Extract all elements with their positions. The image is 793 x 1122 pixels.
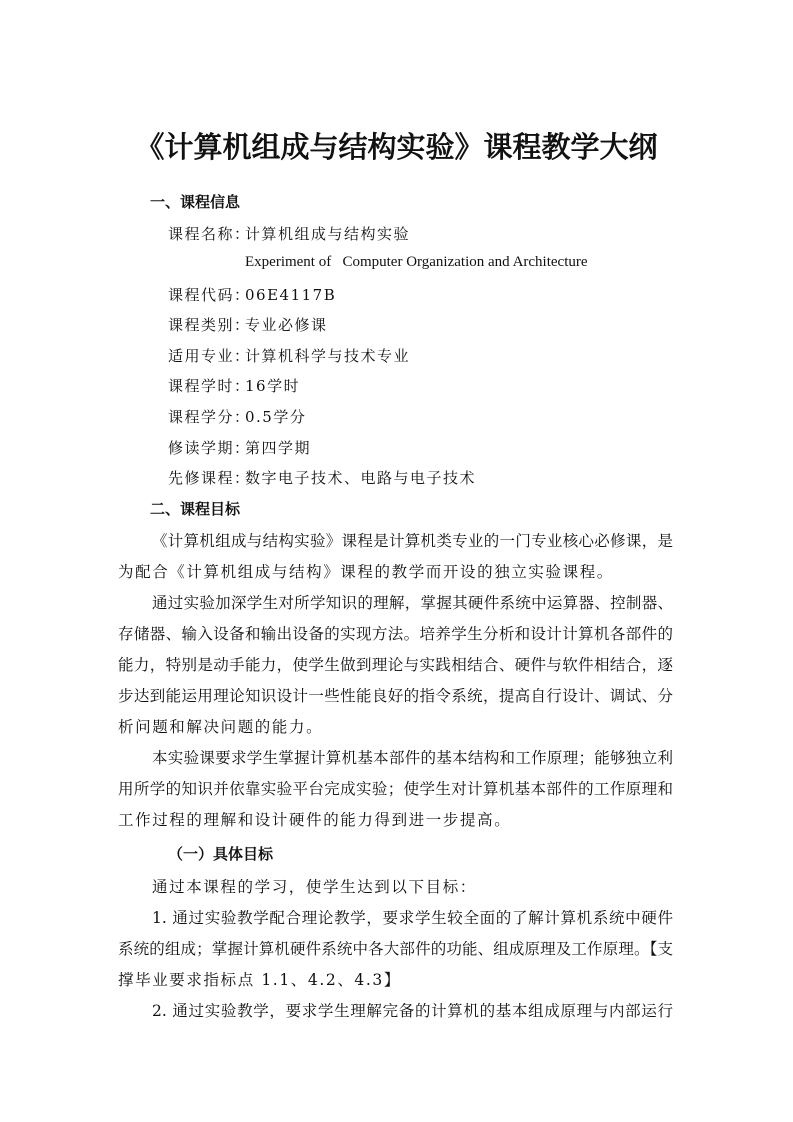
info-value: 0.5学分 (245, 408, 307, 426)
paragraph-line: 本实验课要求学生掌握计算机基本部件的基本结构和工作原理；能够独立利 (152, 749, 673, 767)
section-heading-course-objectives: 二、课程目标 (150, 500, 241, 518)
info-label: 课程学时： (168, 377, 251, 395)
info-value: 计算机科学与技术专业 (245, 347, 411, 365)
info-row-credits (168, 406, 306, 427)
info-row-major (168, 345, 410, 366)
info-label: 先修课程： (168, 469, 251, 487)
info-label: 课程类别： (168, 316, 251, 334)
info-row-course-code (168, 284, 336, 305)
info-row-course-category (168, 314, 328, 335)
paragraph-line: 撑毕业要求指标点 1.1、4.2、4.3】 (118, 971, 401, 989)
paragraph-line: 步达到能运用理论知识设计一些性能良好的指令系统，提高自行设计、调试、分 (118, 687, 673, 705)
section-heading-course-info: 一、课程信息 (150, 193, 241, 211)
info-label: 修读学期： (168, 439, 251, 457)
info-label: 课程名称： (168, 225, 251, 243)
info-row-prerequisites (168, 467, 476, 488)
paragraph-line: 1. 通过实验教学配合理论教学，要求学生较全面的了解计算机系统中硬件 (152, 909, 673, 927)
info-value: 专业必修课 (245, 316, 328, 334)
info-value: 16学时 (245, 377, 301, 395)
info-label: 课程代码： (168, 286, 251, 304)
paragraph-line: 为配合《计算机组成与结构》课程的教学而开设的独立实验课程。 (118, 563, 614, 581)
paragraph-line: 析问题和解决问题的能力。 (118, 718, 324, 736)
paragraph-line: 系统的组成；掌握计算机硬件系统中各大部件的功能、组成原理及工作原理。【支 (118, 940, 673, 958)
info-value: 第四学期 (245, 439, 312, 457)
document-title: 《计算机组成与结构实验》课程教学大纲 (135, 130, 658, 164)
paragraph-line: 通过实验加深学生对所学知识的理解，掌握其硬件系统中运算器、控制器、 (152, 594, 673, 612)
paragraph-line: 《计算机组成与结构实验》课程是计算机类专业的一门专业核心必修课，是 (152, 532, 673, 550)
subsection-heading-specific-goals: （一）具体目标 (168, 845, 274, 863)
info-value: 06E4117B (245, 286, 337, 304)
info-row-hours (168, 375, 300, 396)
info-value: 计算机组成与结构实验 (245, 225, 411, 243)
paragraph-line: 工作过程的理解和设计硬件的能力得到进一步提高。 (118, 811, 512, 829)
paragraph-line: 通过本课程的学习，使学生达到以下目标： (152, 878, 477, 896)
info-label: 适用专业： (168, 347, 251, 365)
info-row-semester (168, 437, 311, 458)
info-label: 课程学分： (168, 408, 251, 426)
info-row-course-name (168, 223, 410, 244)
paragraph-line: 用所学的知识并依靠实验平台完成实验；使学生对计算机基本部件的工作原理和 (118, 780, 673, 798)
english-course-name: Experiment of Computer Organization and Architecture (245, 254, 588, 270)
paragraph-line: 能力，特别是动手能力，使学生做到理论与实践相结合、硬件与软件相结合，逐 (118, 656, 673, 674)
paragraph-line: 存储器、输入设备和输出设备的实现方法。培养学生分析和设计计算机各部件的 (118, 625, 673, 643)
info-value: 数字电子技术、电路与电子技术 (245, 469, 477, 487)
paragraph-line: 2. 通过实验教学，要求学生理解完备的计算机的基本组成原理与内部运行 (152, 1002, 673, 1020)
